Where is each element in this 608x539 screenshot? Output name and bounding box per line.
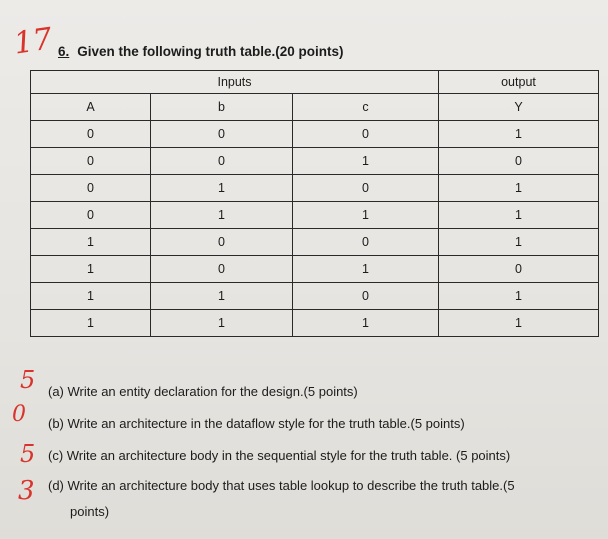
table-row: [31, 283, 599, 310]
table-cell: 0: [31, 121, 151, 148]
table-row: [31, 202, 599, 229]
table-cell: 0: [31, 175, 151, 202]
handwritten-mark-d: 3: [18, 476, 35, 506]
table-row: [31, 256, 599, 283]
question-title: Given the following truth table.(20 points): [77, 44, 344, 59]
table-cell: 1: [439, 283, 599, 310]
task-d-continued: points): [70, 504, 110, 519]
table-cell: 1: [151, 175, 293, 202]
table-row: [31, 148, 599, 175]
column-header-c: c: [293, 94, 439, 121]
table-cell: 0: [293, 121, 439, 148]
table-cell: 0: [293, 283, 439, 310]
table-cell: 1: [151, 310, 293, 337]
task-b: (b) Write an architecture in the dataflow style for the truth table.(5 points): [48, 416, 465, 431]
table-cell: 0: [293, 229, 439, 256]
handwritten-mark-a: 5: [20, 366, 36, 394]
inputs-group-header: Inputs: [31, 71, 439, 94]
table-cell: 1: [151, 202, 293, 229]
table-cell: 1: [151, 283, 293, 310]
table-cell: 0: [31, 148, 151, 175]
question-header: [58, 44, 344, 59]
handwritten-mark-c: 5: [20, 440, 36, 468]
column-header-row: [31, 94, 599, 121]
table-cell: 1: [31, 256, 151, 283]
output-group-header: output: [439, 71, 599, 94]
table-row: [31, 121, 599, 148]
table-row: [31, 310, 599, 337]
column-header-y: Y: [439, 94, 599, 121]
table-cell: 0: [293, 175, 439, 202]
table-cell: 1: [439, 121, 599, 148]
table-cell: 1: [31, 229, 151, 256]
truth-table: [30, 70, 599, 337]
table-row: [31, 229, 599, 256]
task-a: (a) Write an entity declaration for the design.(5 points): [48, 384, 358, 399]
table-cell: 1: [439, 229, 599, 256]
table-cell: 0: [151, 121, 293, 148]
table-cell: 1: [293, 310, 439, 337]
table-cell: 1: [439, 310, 599, 337]
column-header-b: b: [151, 94, 293, 121]
task-c: (c) Write an architecture body in the sequential style for the truth table. (5 points): [48, 448, 511, 463]
table-cell: 1: [293, 202, 439, 229]
table-cell: 0: [151, 256, 293, 283]
table-cell: 1: [31, 310, 151, 337]
table-cell: 0: [31, 202, 151, 229]
handwritten-score: 17: [11, 21, 55, 62]
group-header-row: [31, 71, 599, 94]
table-cell: 1: [31, 283, 151, 310]
table-cell: 1: [439, 202, 599, 229]
table-row: [31, 175, 599, 202]
table-cell: 1: [293, 256, 439, 283]
table-cell: 0: [439, 256, 599, 283]
task-d: (d) Write an architecture body that uses table lookup to describe the truth table.(5: [48, 478, 515, 493]
handwritten-mark-b: 0: [12, 402, 26, 427]
table-cell: 0: [151, 148, 293, 175]
table-cell: 1: [439, 175, 599, 202]
table-cell: 0: [151, 229, 293, 256]
table-cell: 0: [439, 148, 599, 175]
question-number: 6.: [58, 44, 70, 59]
column-header-a: A: [31, 94, 151, 121]
table-cell: 1: [293, 148, 439, 175]
